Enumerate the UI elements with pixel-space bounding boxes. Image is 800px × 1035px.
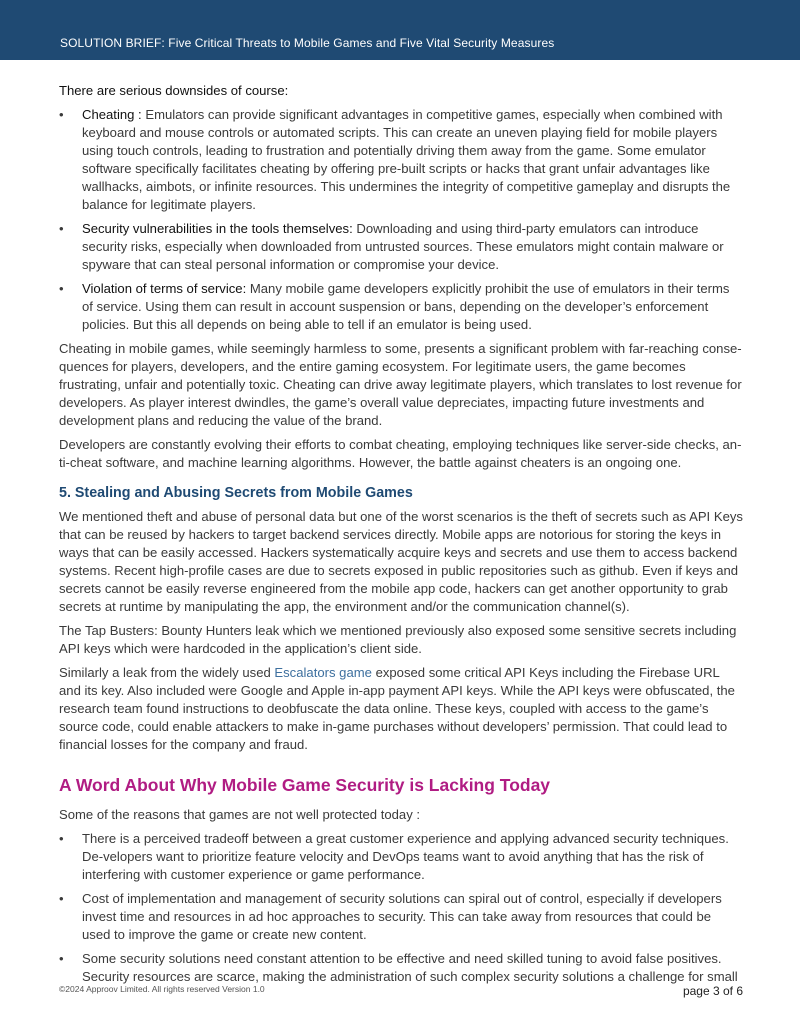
escalators-game-link[interactable]: Escalators game — [274, 665, 372, 680]
page-content — [59, 82, 743, 992]
list-item — [59, 106, 743, 214]
section-5-paragraph-2: The Tap Busters: Bounty Hunters leak which we mentioned previously also exposed some sensitive secrets including API keys which were hardcoded in the application’s client side. — [59, 623, 737, 656]
downsides-intro: There are serious downsides of course: — [59, 83, 289, 98]
section-5-paragraph-1: We mentioned theft and abuse of personal data but one of the worst scenarios is the theft of secrets such as API Keys that can be reused by hackers to target backend services directly. Mobile apps are notorious for storing the keys in ways that can be easily accessed. Hackers systematically acquire keys and secrets and use them to access backend systems. Recent high-profile cases are due to secrets exposed in public repositories such as github. Even if keys and secrets cannot be easily reverse engineered from the mobile app code, hackers can get another opportunity to grab secrets at runtime by manipulating the app, the environment and/or the communication channel(s). — [59, 509, 743, 614]
paragraph-text: Similarly a leak from the widely used — [59, 665, 275, 680]
bullet: • — [59, 221, 64, 236]
item-text: Some security solutions need constant attention to be effective and need skilled tuning to avoid false positives. Security resources are scarce, making the administration of such complex security solutions a challenge for small — [82, 951, 738, 984]
footer-copyright: ©2024 Approov Limited. All rights reserved Version 1.0 — [59, 984, 265, 994]
lacking-intro: Some of the reasons that games are not well protected today : — [59, 807, 421, 822]
header-title: SOLUTION BRIEF: Five Critical Threats to Mobile Games and Five Vital Security Measures — [60, 36, 555, 50]
list-item — [59, 890, 743, 944]
list-item — [59, 830, 743, 884]
reasons-list — [59, 830, 743, 986]
list-item — [59, 950, 743, 986]
item-text: Cost of implementation and management of security solutions can spiral out of control, especially if developers invest time and resources in ad hoc approaches to security. This can take away from resources that could be used to improve the game or create new content. — [82, 891, 722, 942]
item-lead: Security vulnerabilities in the tools themselves: — [82, 221, 353, 236]
item-text: Emulators can provide significant advantages in competitive games, especially when combined with keyboard and mouse controls or automated scripts. This can create an uneven playing field for mobile players using touch controls, leading to frustration and potentially driving them away from the game. Some emulator software specifically facilitates cheating by offering pre-built scripts or hacks that grant unfair advantages like wallhacks, aimbots, or infinite resources. This undermines the integrity of competitive gameplay and disrupts the balance for legitimate players. — [82, 107, 731, 212]
paragraph-text: exposed some critical API Keys including the Firebase URL and its key. Also included were Google and Apple in-app payment API keys. While the API keys were obfuscated, the research team found instructions to deobfuscate the data online. These keys, coupled with access to the game’s source code, could enable attackers to make in-game purchases without developers’ permission. That could lead to financial losses for the company and fraud. — [59, 665, 735, 752]
lacking-heading: A Word About Why Mobile Game Security is Lacking Today — [59, 775, 551, 795]
item-text: Many mobile game developers explicitly prohibit the use of emulators in their terms of service. Using them can result in account suspension or bans, depending on the developer’s enforcement policies. But this all depends on being able to tell if an emulator is being used. — [82, 281, 730, 332]
developers-paragraph: Developers are constantly evolving their efforts to combat cheating, employing techniques like server-side checks, an-ti-cheat software, and machine learning algorithms. However, the battle against cheaters is an ongoing one. — [59, 437, 742, 470]
list-item — [59, 220, 743, 274]
section-5-heading: 5. Stealing and Abusing Secrets from Mobile Games — [59, 485, 413, 501]
downsides-list — [59, 106, 743, 334]
page-number: page 3 of 6 — [682, 984, 743, 998]
list-item — [59, 280, 743, 334]
bullet: • — [59, 951, 64, 966]
bullet: • — [59, 831, 64, 846]
item-text: There is a perceived tradeoff between a great customer experience and applying advanced security techniques. De-velopers want to prioritize feature velocity and DevOps teams want to avoid anything that has the risk of interfering with customer experience or game performance. — [82, 831, 729, 882]
bullet: • — [59, 891, 64, 906]
item-text: Downloading and using third-party emulators can introduce security risks, especially when downloaded from untrusted sources. These emulators might contain malware or spyware that can steal personal information or compromise your device. — [82, 221, 724, 272]
item-lead: Cheating : — [82, 107, 142, 122]
section-5-paragraph-3 — [59, 664, 743, 754]
bullet: • — [59, 107, 64, 122]
cheating-paragraph: Cheating in mobile games, while seemingly harmless to some, presents a significant problem with far-reaching conse-quences for players, developers, and the entire gaming ecosystem. For legitimate users, the game becomes frustrating, unfair and potentially toxic. Cheating can drive away legitimate players, which translates to lost revenue for developers. As player interest dwindles, the game’s overall value depreciates, impacting future investments and development plans and reducing the value of the brand. — [59, 341, 742, 428]
page-header — [0, 0, 800, 60]
item-lead: Violation of terms of service: — [82, 281, 247, 296]
bullet: • — [59, 281, 64, 296]
